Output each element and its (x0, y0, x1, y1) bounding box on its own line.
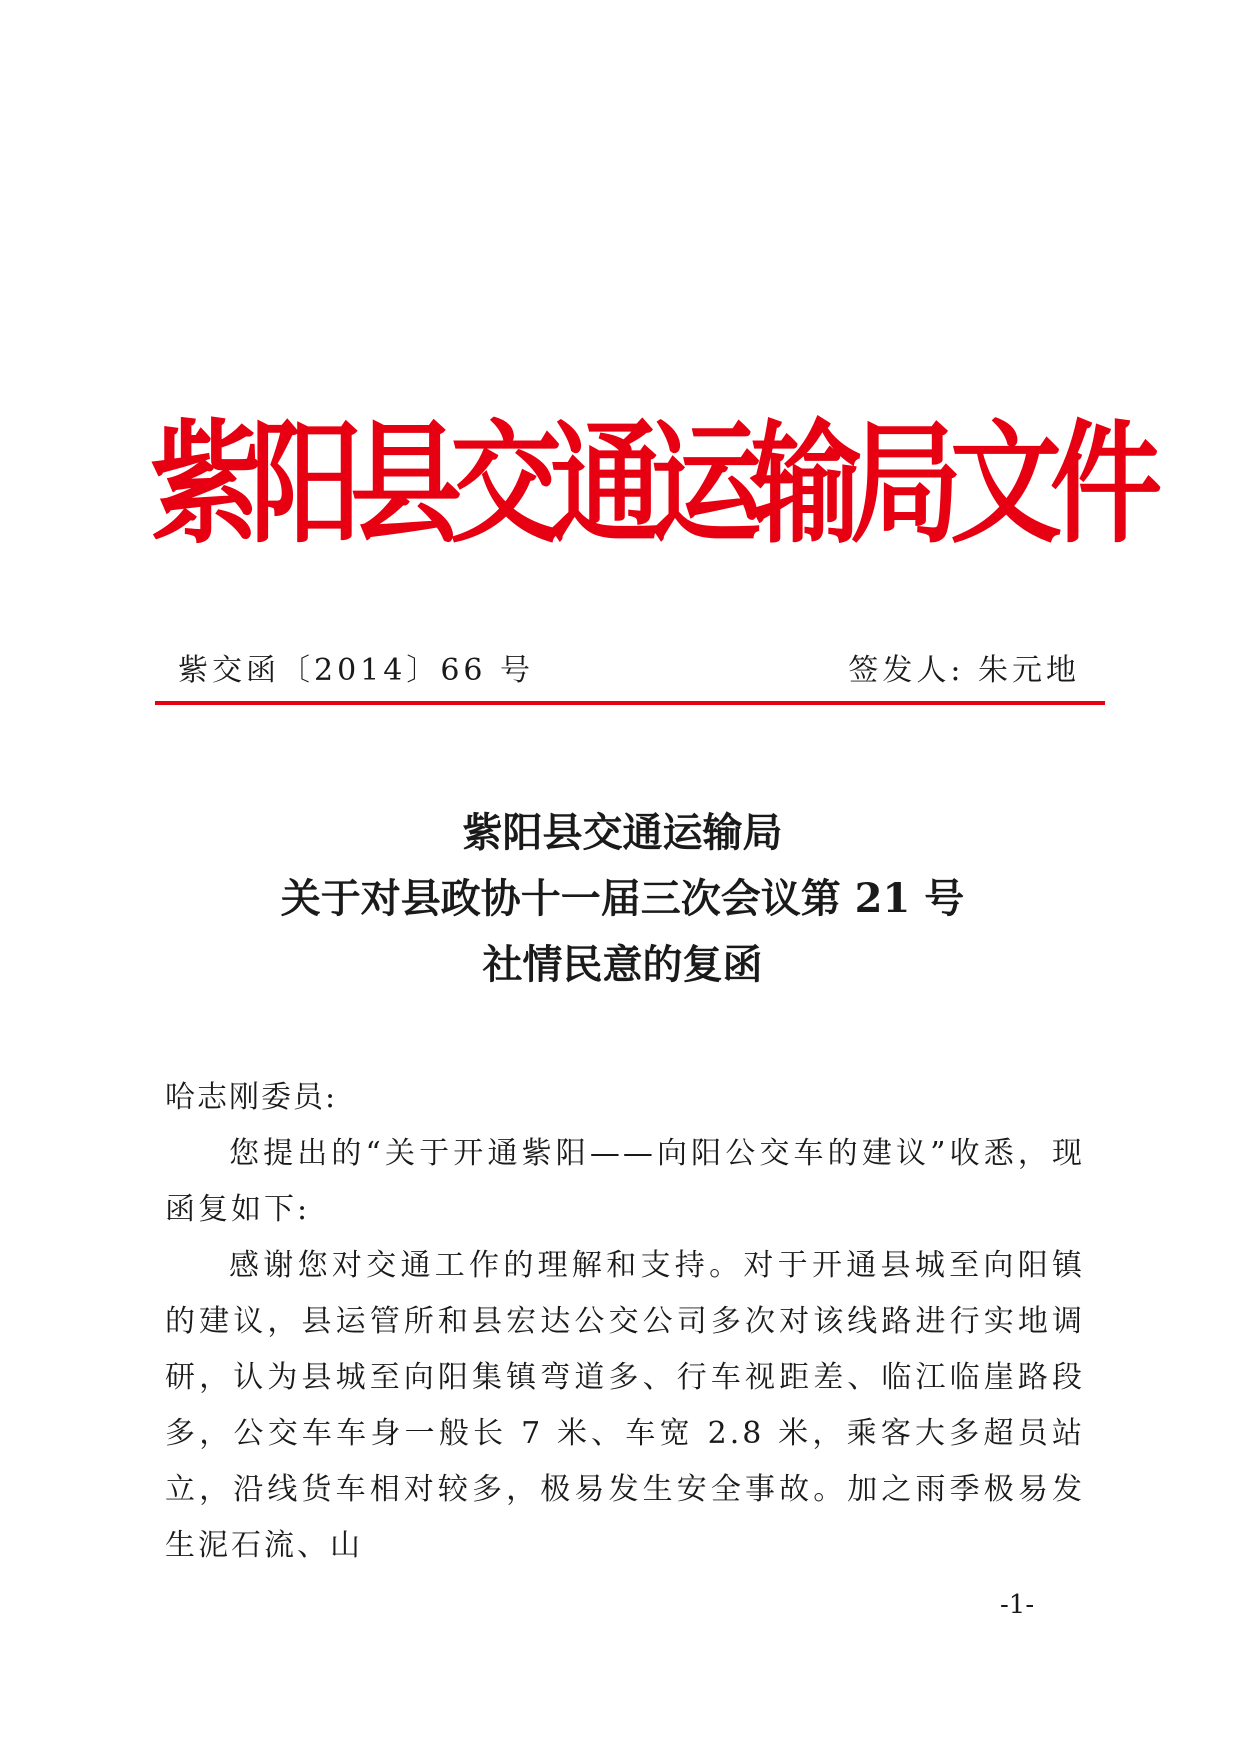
signer: 签发人: 朱元地 (848, 653, 1080, 688)
body-paragraph-1: 您提出的“关于开通紫阳——向阳公交车的建议”收悉，现函复如下: (165, 1136, 1085, 1227)
title-line-1: 紫阳县交通运输局 (462, 809, 783, 856)
document-title (150, 800, 1095, 998)
masthead-char: 县 (350, 407, 462, 562)
document-meta-row (178, 653, 1080, 688)
masthead-char: 阳 (250, 407, 362, 562)
masthead-char: 通 (550, 407, 662, 562)
document-number: 紫交函〔2014〕66 号 (178, 653, 535, 688)
document-body (165, 1070, 1085, 1574)
masthead-char: 文 (950, 407, 1062, 562)
body-paragraph-2: 感谢您对交通工作的理解和支持。对于开通县城至向阳镇的建议，县运管所和县宏达公交公司多次对该线路进行实地调研，认为县城至向阳集镇弯道多、行车视距差、临江临崖路段多，公交车车身一般长 7 米、车宽 2.8 米，乘客大多超员站立，沿线货车相对较多，极易发生安全事故。加之雨季极易发生泥石流、山 (165, 1248, 1085, 1563)
salutation: 哈志刚委员: (165, 1080, 338, 1115)
masthead-char: 件 (1050, 407, 1162, 562)
document-masthead (150, 407, 1162, 562)
masthead-char: 交 (450, 407, 562, 562)
masthead-char: 输 (750, 407, 862, 562)
page-number: -1- (1000, 1590, 1035, 1620)
title-line-2: 关于对县政协十一届三次会议第 21 号 (280, 875, 965, 922)
masthead-char: 运 (650, 407, 762, 562)
masthead-char: 紫 (150, 407, 262, 562)
red-separator-rule (155, 701, 1105, 705)
masthead-char: 局 (850, 407, 962, 562)
title-line-3: 社情民意的复函 (482, 941, 763, 988)
